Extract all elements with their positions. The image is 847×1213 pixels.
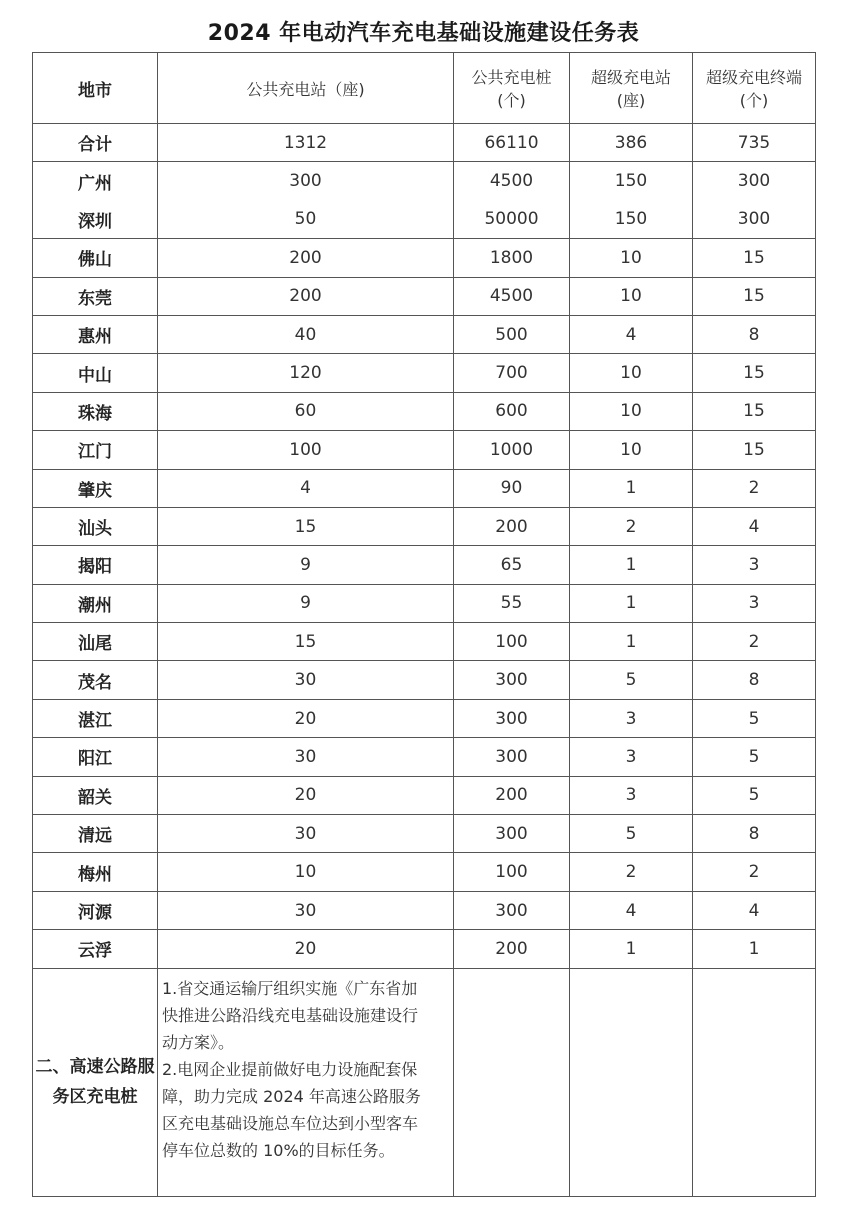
table-row [33, 277, 816, 315]
cell-piles: 50000 [454, 200, 570, 238]
cell-stations: 15 [158, 623, 454, 661]
table-header-row [33, 53, 816, 124]
header-super-terminals-line2: (个) [739, 91, 769, 110]
table-row [33, 239, 816, 277]
cell-stations: 4 [158, 469, 454, 507]
cell-super-stations: 5 [570, 815, 693, 853]
cell-stations: 50 [158, 200, 454, 238]
cell-super-terminals: 2 [693, 469, 816, 507]
cell-super-terminals: 5 [693, 776, 816, 814]
cell-stations: 9 [158, 584, 454, 622]
cell-city: 河源 [33, 891, 158, 929]
highway-empty-cell [570, 968, 693, 1196]
cell-super-stations: 1 [570, 584, 693, 622]
cell-piles: 300 [454, 815, 570, 853]
cell-piles: 100 [454, 853, 570, 891]
highway-empty-cell [693, 968, 816, 1196]
cell-city: 韶关 [33, 776, 158, 814]
cell-super-terminals: 300 [693, 162, 816, 200]
cell-super-stations: 150 [570, 200, 693, 238]
cell-city: 肇庆 [33, 469, 158, 507]
table-row [33, 200, 816, 238]
table-row [33, 623, 816, 661]
cell-stations: 30 [158, 891, 454, 929]
header-piles-line2: (个) [497, 91, 526, 110]
cell-super-stations: 150 [570, 162, 693, 200]
table-row [33, 661, 816, 699]
cell-city: 茂名 [33, 661, 158, 699]
cell-piles: 500 [454, 315, 570, 353]
cell-piles: 1000 [454, 431, 570, 469]
table-row [33, 507, 816, 545]
cell-piles: 700 [454, 354, 570, 392]
table-row [33, 546, 816, 584]
cell-city: 江门 [33, 431, 158, 469]
cell-super-stations: 5 [570, 661, 693, 699]
cell-super-terminals: 2 [693, 853, 816, 891]
highway-note-line: 动方案》。 [162, 1032, 235, 1052]
page-title: 2024 年电动汽车充电基础设施建设任务表 [207, 21, 640, 46]
highway-empty-cell [454, 968, 570, 1196]
cell-piles: 90 [454, 469, 570, 507]
cell-city: 湛江 [33, 699, 158, 737]
cell-piles: 200 [454, 930, 570, 968]
cell-city: 广州 [33, 162, 158, 200]
cell-super-stations: 10 [570, 431, 693, 469]
table-row [33, 431, 816, 469]
cell-piles: 100 [454, 623, 570, 661]
cell-city: 中山 [33, 354, 158, 392]
header-stations: 公共充电站（座) [158, 53, 454, 124]
cell-city: 揭阳 [33, 546, 158, 584]
cell-super-stations: 3 [570, 699, 693, 737]
highway-note-line: 障，助力完成 2024 年高速公路服务 [162, 1086, 421, 1106]
cell-super-terminals: 2 [693, 623, 816, 661]
cell-city: 深圳 [33, 200, 158, 238]
highway-row [33, 968, 816, 1196]
table-row [33, 584, 816, 622]
highway-note-line: 区充电基础设施总车位达到小型客车 [162, 1113, 419, 1133]
cell-super-terminals: 15 [693, 354, 816, 392]
cell-stations: 1312 [158, 124, 454, 162]
cell-super-terminals: 8 [693, 315, 816, 353]
cell-city: 清远 [33, 815, 158, 853]
charging-task-table [32, 52, 816, 1197]
cell-super-terminals: 300 [693, 200, 816, 238]
table-row [33, 354, 816, 392]
cell-stations: 60 [158, 392, 454, 430]
cell-stations: 200 [158, 239, 454, 277]
cell-super-stations: 4 [570, 315, 693, 353]
cell-piles: 600 [454, 392, 570, 430]
cell-super-terminals: 1 [693, 930, 816, 968]
cell-piles: 300 [454, 661, 570, 699]
header-super-stations-line1: 超级充电站 [590, 68, 671, 87]
cell-super-terminals: 3 [693, 546, 816, 584]
cell-super-terminals: 4 [693, 507, 816, 545]
table-row [33, 162, 816, 200]
cell-city: 佛山 [33, 239, 158, 277]
highway-note-line: 1.省交通运输厅组织实施《广东省加 [162, 978, 418, 998]
table-row [33, 891, 816, 929]
cell-stations: 15 [158, 507, 454, 545]
cell-city: 惠州 [33, 315, 158, 353]
cell-super-stations: 10 [570, 239, 693, 277]
cell-super-terminals: 3 [693, 584, 816, 622]
cell-stations: 20 [158, 930, 454, 968]
table-row [33, 853, 816, 891]
table-body [33, 124, 816, 969]
table-row [33, 469, 816, 507]
cell-super-stations: 10 [570, 277, 693, 315]
cell-piles: 200 [454, 776, 570, 814]
cell-super-terminals: 15 [693, 277, 816, 315]
table-row [33, 315, 816, 353]
cell-piles: 300 [454, 699, 570, 737]
cell-city: 云浮 [33, 930, 158, 968]
cell-super-stations: 3 [570, 738, 693, 776]
header-super-stations [570, 53, 693, 124]
highway-note-line: 停车位总数的 10%的目标任务。 [162, 1140, 395, 1160]
cell-super-stations: 1 [570, 546, 693, 584]
header-piles [454, 53, 570, 124]
cell-stations: 40 [158, 315, 454, 353]
highway-label-line2: 务区充电桩 [52, 1087, 138, 1108]
cell-piles: 300 [454, 738, 570, 776]
cell-super-stations: 386 [570, 124, 693, 162]
cell-city: 潮州 [33, 584, 158, 622]
cell-stations: 20 [158, 776, 454, 814]
cell-piles: 1800 [454, 239, 570, 277]
cell-piles: 65 [454, 546, 570, 584]
cell-super-stations: 4 [570, 891, 693, 929]
highway-note-line: 2.电网企业提前做好电力设施配套保 [162, 1059, 418, 1079]
cell-piles: 55 [454, 584, 570, 622]
header-super-terminals-line1: 超级充电终端 [705, 68, 802, 87]
table-row [33, 699, 816, 737]
cell-stations: 30 [158, 661, 454, 699]
cell-super-stations: 2 [570, 507, 693, 545]
cell-stations: 9 [158, 546, 454, 584]
cell-super-stations: 1 [570, 469, 693, 507]
cell-super-terminals: 15 [693, 392, 816, 430]
highway-notes-cell [158, 968, 454, 1196]
cell-piles: 300 [454, 891, 570, 929]
header-super-terminals [693, 53, 816, 124]
cell-city: 东莞 [33, 277, 158, 315]
cell-super-terminals: 4 [693, 891, 816, 929]
table-row [33, 930, 816, 968]
cell-stations: 120 [158, 354, 454, 392]
cell-stations: 100 [158, 431, 454, 469]
cell-city: 汕头 [33, 507, 158, 545]
cell-piles: 66110 [454, 124, 570, 162]
table-row [33, 392, 816, 430]
cell-super-stations: 1 [570, 930, 693, 968]
cell-super-terminals: 8 [693, 661, 816, 699]
cell-super-stations: 10 [570, 392, 693, 430]
cell-stations: 200 [158, 277, 454, 315]
cell-city: 梅州 [33, 853, 158, 891]
cell-piles: 4500 [454, 162, 570, 200]
cell-super-stations: 3 [570, 776, 693, 814]
table-row [33, 776, 816, 814]
cell-super-stations: 2 [570, 853, 693, 891]
cell-piles: 4500 [454, 277, 570, 315]
cell-stations: 10 [158, 853, 454, 891]
cell-super-stations: 10 [570, 354, 693, 392]
cell-super-terminals: 5 [693, 699, 816, 737]
cell-city: 合计 [33, 124, 158, 162]
table-row [33, 124, 816, 162]
header-piles-line1: 公共充电桩 [471, 68, 552, 87]
cell-city: 阳江 [33, 738, 158, 776]
cell-stations: 20 [158, 699, 454, 737]
cell-super-terminals: 15 [693, 239, 816, 277]
header-super-stations-line2: (座) [616, 91, 646, 110]
cell-stations: 300 [158, 162, 454, 200]
cell-city: 珠海 [33, 392, 158, 430]
table-row [33, 815, 816, 853]
cell-city: 汕尾 [33, 623, 158, 661]
cell-stations: 30 [158, 738, 454, 776]
highway-label-line1: 二、高速公路服 [35, 1057, 155, 1078]
cell-super-stations: 1 [570, 623, 693, 661]
highway-label-cell [33, 968, 158, 1196]
cell-super-terminals: 8 [693, 815, 816, 853]
cell-piles: 200 [454, 507, 570, 545]
cell-stations: 30 [158, 815, 454, 853]
cell-super-terminals: 15 [693, 431, 816, 469]
header-city: 地市 [33, 53, 158, 124]
highway-note-line: 快推进公路沿线充电基础设施建设行 [162, 1005, 419, 1025]
cell-super-terminals: 735 [693, 124, 816, 162]
table-row [33, 738, 816, 776]
cell-super-terminals: 5 [693, 738, 816, 776]
